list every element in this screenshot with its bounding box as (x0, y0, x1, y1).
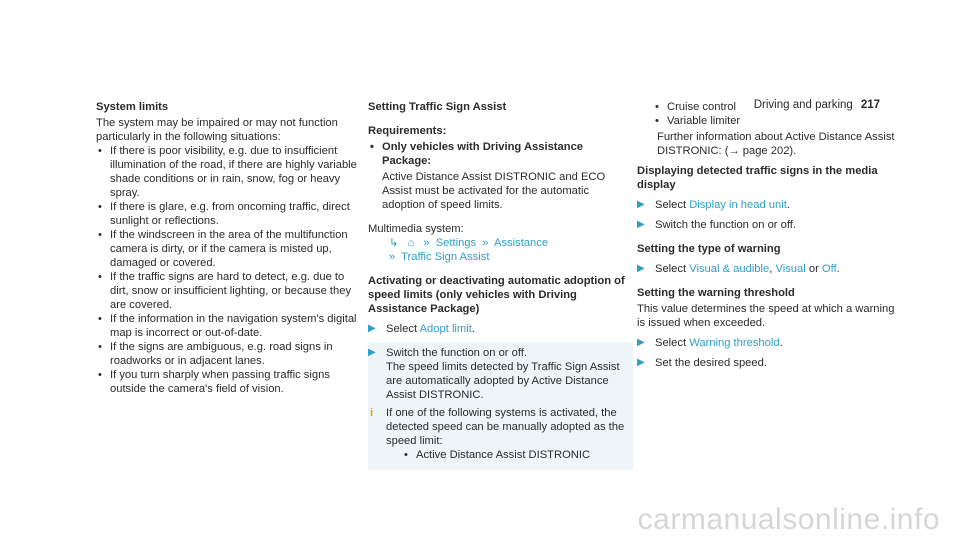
list-item: • If the information in the navigation system's digital map is incorrect or out-of-date. (96, 312, 361, 340)
requirement-item: • Only vehicles with Driving Assistance Package: (368, 140, 633, 168)
system-limits-heading: System limits (96, 101, 169, 113)
column-system-limits (96, 100, 361, 396)
watermark: carmanualsonline.info (637, 503, 940, 536)
step-arrow-icon: ▶ (637, 337, 645, 348)
highlight-box (368, 342, 633, 470)
step-arrow-icon: ▶ (368, 323, 376, 334)
step-display-in-head-unit (637, 198, 897, 212)
systems-list (653, 100, 897, 128)
multimedia-label: Multimedia system: (368, 223, 464, 235)
list-item: • If there is glare, e.g. from oncoming traffic, direct sunlight or reflections. (96, 200, 361, 228)
step-text: . (471, 323, 475, 335)
step-text: Set the desired speed. (655, 357, 767, 369)
visual-audible-link: Visual & audible (689, 263, 770, 275)
system-limits-list (96, 144, 361, 396)
step-switch-display (637, 218, 897, 232)
step-text: Switch the function on or off. (655, 219, 796, 231)
info-note (368, 406, 629, 462)
adopt-limit-link: Adopt limit (419, 323, 472, 335)
visual-link: Visual (775, 263, 806, 275)
requirement-text: Active Distance Assist DISTRONIC and ECO Assist must be activated for the automatic adoption of speed limits. (382, 171, 606, 211)
step-result-text: The speed limits detected by Traffic Sign Assist are automatically adopted by Active Distance Assist DISTRONIC. (386, 361, 620, 401)
list-item: • Active Distance Assist DISTRONIC (402, 448, 629, 462)
step-select-warning-type (637, 262, 897, 276)
note-text: If one of the following systems is activated, the detected speed can be manually adopted as the speed limit: (386, 407, 625, 447)
note-list (402, 448, 629, 462)
step-text: . (779, 337, 783, 349)
step-arrow-icon: ▶ (368, 347, 376, 358)
threshold-text: This value determines the speed at which a warning is issued when exceeded. (637, 303, 895, 329)
threshold-heading: Setting the warning threshold (637, 287, 795, 299)
display-in-head-unit-link: Display in head unit (689, 199, 787, 211)
requirements-list (368, 140, 633, 168)
chevron-icon: » (482, 237, 489, 249)
off-link: Off (821, 263, 837, 275)
path-assistance: Assistance (493, 237, 549, 249)
list-item: • If the windscreen in the area of the multifunction camera is dirty, or if the camera is misted up, damaged or covered. (96, 228, 361, 270)
step-set-speed (637, 356, 897, 370)
column-setting-traffic-sign-assist (368, 100, 633, 470)
menu-path (368, 236, 633, 264)
warning-type-heading: Setting the type of warning (637, 243, 781, 255)
step-text: . (836, 263, 840, 275)
setting-heading: Setting Traffic Sign Assist (368, 101, 507, 113)
step-select-adopt-limit (368, 322, 633, 336)
step-arrow-icon: ▶ (637, 199, 645, 210)
path-arrow-icon: ↳ (389, 237, 399, 249)
chevron-icon: » (389, 251, 396, 263)
step-text: . (786, 199, 790, 211)
path-traffic-sign-assist: Traffic Sign Assist (401, 251, 490, 263)
list-item: • If the traffic signs are hard to detect, e.g. due to dirt, snow or insufficient lighting, or because they are covered. (96, 270, 361, 312)
path-settings: Settings (435, 237, 477, 249)
step-text: Select (386, 323, 420, 335)
column-continued (637, 100, 897, 370)
list-item: • Cruise control (653, 100, 897, 114)
step-text: or (805, 263, 822, 275)
requirements-heading: Requirements: (368, 125, 447, 137)
step-text: Select (655, 199, 690, 211)
chevron-icon: » (423, 237, 430, 249)
step-text: , (769, 263, 776, 275)
step-arrow-icon: ▶ (637, 357, 645, 368)
activating-heading: Activating or deactivating automatic adoption of speed limits (only vehicles with Driving Assistance Package) (368, 275, 625, 315)
step-arrow-icon: ▶ (637, 219, 645, 230)
step-text: Switch the function on or off. (386, 347, 527, 359)
page-number: 217 (860, 99, 880, 111)
step-arrow-icon: ▶ (637, 263, 645, 274)
section-title: Driving and parking (753, 99, 853, 111)
list-item: • If the signs are ambiguous, e.g. road signs in roadworks or in adjacent lanes. (96, 340, 361, 368)
displaying-heading: Displaying detected traffic signs in the media display (637, 165, 878, 191)
list-item: • If there is poor visibility, e.g. due to insufficient illumination of the road, if there are highly variable shade conditions or in rain, snow, fog or heavy spray. (96, 144, 361, 200)
system-limits-intro: The system may be impaired or may not function particularly in the following situations: (96, 117, 338, 143)
home-icon: ⌂ (407, 237, 415, 249)
list-item: • If you turn sharply when passing traffic signs outside the camera's field of vision. (96, 368, 361, 396)
info-icon: i (370, 407, 374, 419)
step-select-warning-threshold (637, 336, 897, 350)
list-item: • Variable limiter (653, 114, 897, 128)
step-switch-function (368, 346, 629, 402)
further-info: Further information about Active Distance Assist DISTRONIC: (→ page 202). (657, 131, 895, 157)
step-text: Select (655, 337, 690, 349)
warning-threshold-link: Warning threshold (689, 337, 780, 349)
step-text: Select (655, 263, 690, 275)
